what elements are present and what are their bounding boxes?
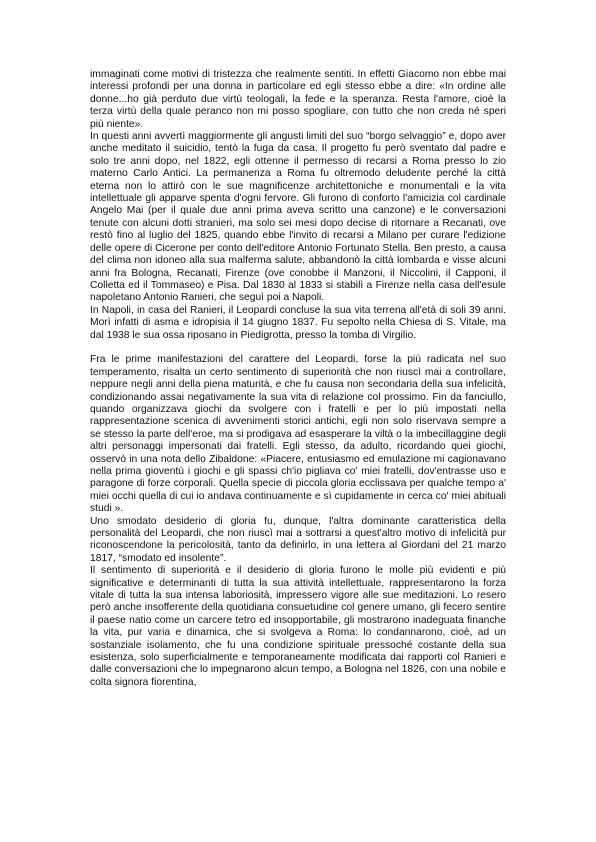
paragraph-rome-and-travels: In questi anni avvertì maggiormente gli angusti limiti del suo “borgo selvaggio” e, dopo aver anche meditato il suicidio, tentò la fuga da casa. Il progetto fu però sventato dal padre e solo tre anni dopo, nel 1822, egli ottenne il permesso di recarsi a Roma presso lo zio materno Carlo Antici. La permanenza a Roma fu oltremodo deludente perché la città eterna non lo attirò con le sue magnificenze architettoniche e monumentali e la vita intellettuale gli apparve spenta d'ogni fervore. Gli furono di conforto l'amicizia col cardinale Angelo Mai (per il quale due anni prima aveva scritto una canzone) e le conversazioni tenute con alcuni dotti stranieri, ma solo sei mesi dopo decise di ritornare a Recanati, ove restò fino al luglio del 1825, quando ebbe l'invito di recarsi a Milano per curare l'edizione delle opere di Cicerone per conto dell'editore Antonio Fortunato Stella. Ben presto, a causa del clima non idoneo alla sua malferma salute, abbandonò la città lombarda e visse alcuni anni fra Bologna, Recanati, Firenze (ove conobbe il Manzoni, il Niccolini, il Capponi, il Colletta ed il Tommaseo) e Pisa. Dal 1830 al 1833 si stabilì a Firenze nella casa dell'esule napoletano Antonio Ranieri, che seguì poi a Napoli. [90,131,506,304]
paragraph-sense-of-superiority: Fra le prime manifestazioni del carattere del Leopardi, forse la più radicata nel suo temperamento, risalta un certo sentimento di superiorità che non riuscì mai a controllare, neppure negli anni della piena maturità, e che fu causa non secondaria della sua infelicità, condizionando assai negativamente la sua vita di relazione col prossimo. Fin da fanciullo, quando organizzava giochi da svolgere con i fratelli e per lo più impostati nella rappresentazione scenica di avvenimenti storici antichi, egli non solo riservava sempre a se stesso la parte dell'eroe, ma si prodigava ad esasperare la viltà o la imbecillaggine degli altri personaggi impersonati dai fratelli. Egli stesso, da adulto, ricordando quei giochi, osservò in una nota dello Zibaldone: «Piacere, entusiasmo ed emulazione mi cagionavano nella prima gioventù i giochi e gli spassi ch'io pigliava co' miei fratelli, dov'entrasse uso e paragone di forze corporali. Quella specie di piccola gloria ecclissava per qualche tempo a' miei occhi quella di cui io andava continuamente e sì cupidamente in cerca co' miei abituali studi ». [90,354,506,515]
paragraph-death-in-naples: In Napoli, in casa del Ranieri, il Leopardi concluse la sua vita terrena all'età di soli 39 anni. Morì infatti di asma e idropisia il 14 giugno 1837. Fu sepolto nella Chiesa di S. Vitale, ma dal 1938 le sua ossa riposano in Piedigrotta, presso la tomba di Virgilio. [90,304,506,341]
paragraph-love-and-women: immaginati come motivi di tristezza che realmente sentiti. In effetti Giacomo non ebbe mai interessi profondi per una donna in particolare ed egli stesso ebbe a dire: «In ordine alle donne...ho già perduto due virtù teologali, la fede e la speranza. Resta l'amore, cioè la terza virtù della quale peranco non mi posso spogliare, con tutto che non creda né speri più niente». [90,69,506,130]
paragraph-isolation: Il sentimento di superiorità e il desiderio di gloria furono le molle più evidenti e più significative e determinanti di tutta la sua attività intellettuale, rappresentarono la forza vitale di tutta la sua intensa laboriosità, impressero vigore alle sue meditazioni. Lo resero però anche insofferente della quotidiana consuetudine col genere umano, gli fecero sentire il paese natio come un carcere tetro ed insopportabile, gli mostrarono inadeguata finanche la vita, pur varia e dinamica, che si svolgeva a Roma: lo condannarono, cioè, ad un sostanziale isolamento, che fu una condizione spirituale pressoché costante della sua esistenza, solo superficialmente e temporaneamente modificata dai rapporti col Ranieri e dalle conversazioni che lo impegnarono alcun tempo, a Bologna nel 1826, con una nobile e colta signora fiorentina, [90,565,506,688]
paragraph-desire-for-glory: Uno smodato desiderio di gloria fu, dunque, l'altra dominante caratteristica della personalità del Leopardi, che non riuscì mai a sottrarsi a quest'altro motivo di infelicità pur riconoscendone la pericolosità, tanto da definirlo, in una lettera al Giordani del 21 marzo 1817, “smodato ed insolente”. [90,515,506,564]
paragraph-spacer [90,342,506,354]
document-page [90,69,506,689]
